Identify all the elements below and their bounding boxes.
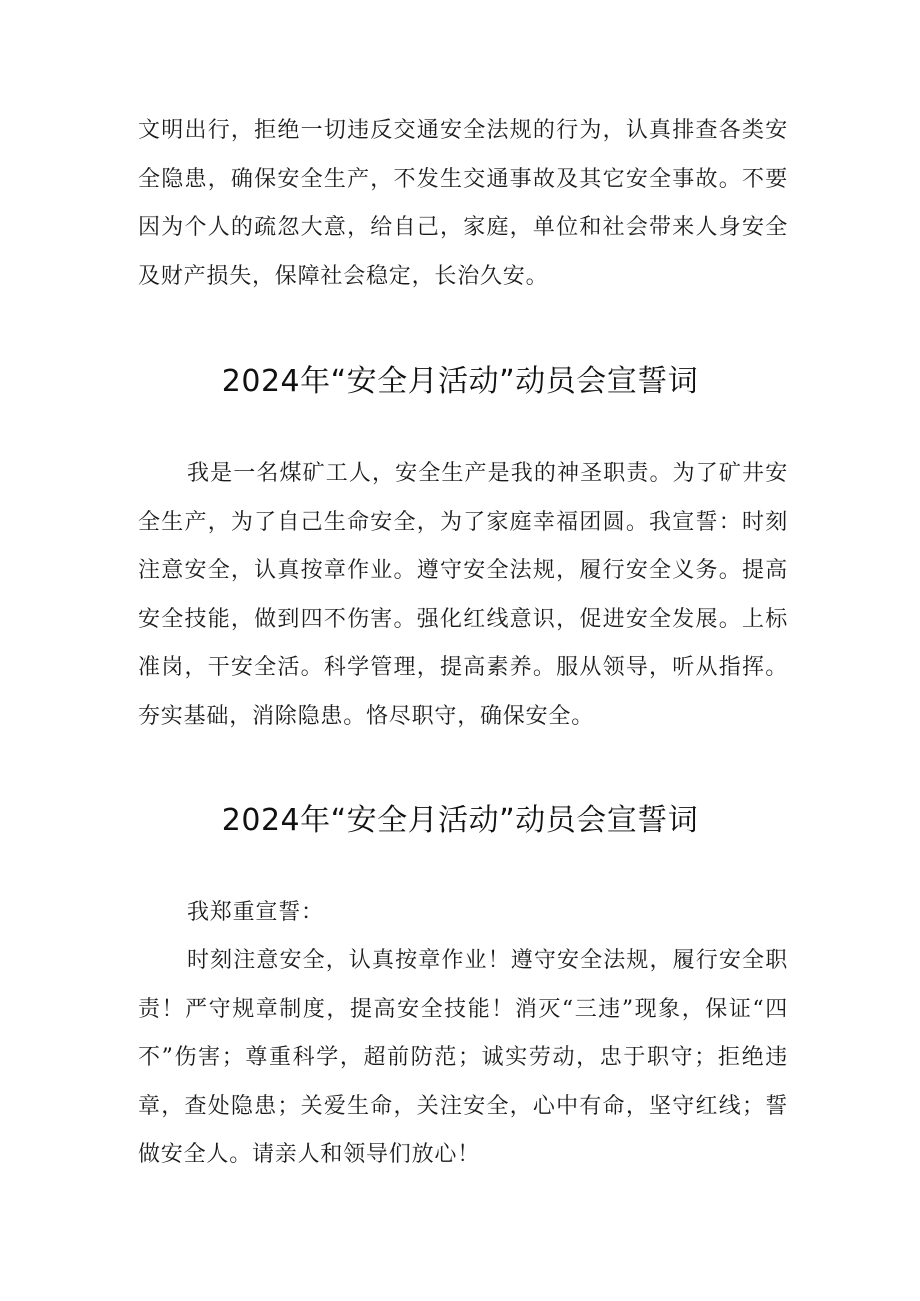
section-heading-2: 2024年“安全月活动”动员会宣誓词 [221,803,699,838]
oath-paragraph-1: 我是一名煤矿工人，安全生产是我的神圣职责。为了矿井安全生产，为了自己生命安全，为了家庭幸福团圆。我宣誓：时刻注意安全，认真按章作业。遵守安全法规，履行安全义务。提高安全技能，做到四不伤害。强化红线意识，促进安全发展。上标准岗，干安全活。科学管理，提高素养。服从领导，听从指挥。夯实基础，消除隐患。恪尽职守，确保安全。 [138,461,788,729]
section-heading-1: 2024年“安全月活动”动员会宣誓词 [221,364,699,399]
intro-paragraph: 文明出行，拒绝一切违反交通安全法规的行为，认真排查各类安全隐患，确保安全生产，不发生交通事故及其它安全事故。不要因为个人的疏忽大意，给自己，家庭，单位和社会带来人身安全及财产损失，保障社会稳定，长治久安。 [138,118,788,289]
oath-paragraph-2-body: 时刻注意安全，认真按章作业！遵守安全法规，履行安全职责！严守规章制度，提高安全技能！消灭“三违”现象，保证“四不”伤害；尊重科学，超前防范；诚实劳动，忠于职守；拒绝违章，查处隐患；关爱生命，关注安全，心中有命，坚守红线；誓做安全人。请亲人和领导们放心！ [138,948,788,1167]
oath-paragraph-2-intro: 我郑重宣誓： [187,900,324,925]
